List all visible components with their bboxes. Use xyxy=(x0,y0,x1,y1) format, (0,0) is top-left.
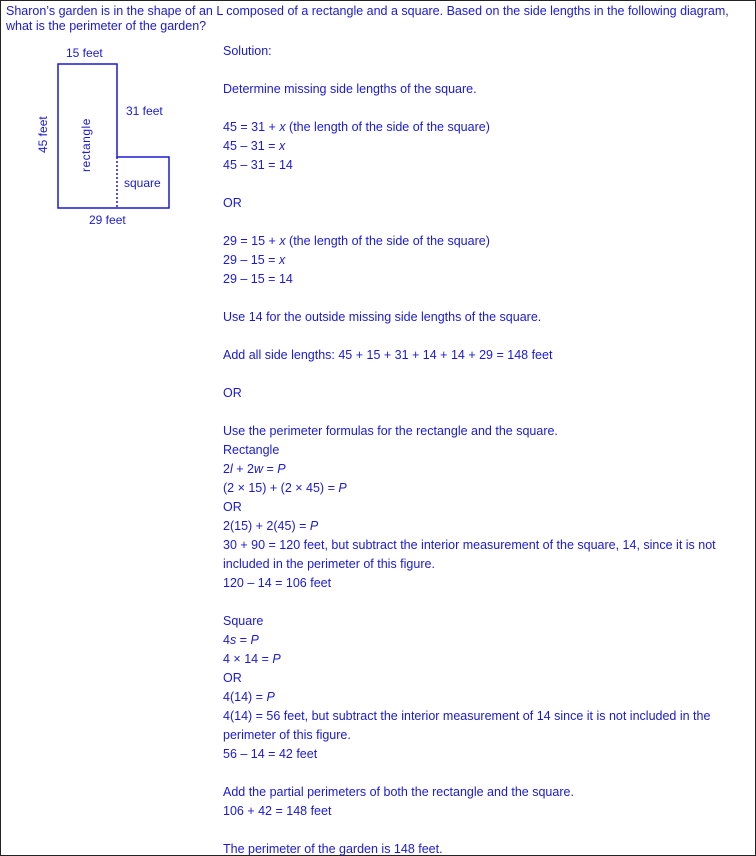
equation-text: 29 = 15 + xyxy=(223,234,280,248)
solution-heading: Solution: xyxy=(223,44,272,58)
formula-text: 2 xyxy=(223,462,230,476)
solution-line: 120 – 14 = 106 feet xyxy=(223,576,332,590)
variable-p: P xyxy=(266,690,275,704)
final-answer: The perimeter of the garden is 148 feet. xyxy=(223,842,443,856)
square-label: square xyxy=(124,176,161,190)
formula-text: 4 × 14 = xyxy=(223,652,273,666)
equation-note: (the length of the side of the square) xyxy=(285,120,490,134)
equation-line xyxy=(223,137,753,156)
solution-line: Add the partial perimeters of both the rectangle and the square. xyxy=(223,785,574,799)
variable-x: x xyxy=(279,234,286,248)
question-text: Sharon’s garden is in the shape of an L composed of a rectangle and a square. Based on the side lengths in the following diagram, what is the perimeter of the garden? xyxy=(6,4,729,33)
formula-line xyxy=(223,631,753,650)
solution-paragraph: 30 + 90 = 120 feet, but subtract the interior measurement of the square, 14, since it is not included in the perimeter of this figure. xyxy=(223,538,716,571)
formula-line xyxy=(223,650,753,669)
equation-text: 29 – 15 = xyxy=(223,253,279,267)
solution-line: Use 14 for the outside missing side lengths of the square. xyxy=(223,310,542,324)
left-side-label: 45 feet xyxy=(36,116,50,153)
solution-block xyxy=(223,42,753,856)
formula-line xyxy=(223,460,753,479)
variable-p: P xyxy=(338,481,347,495)
formula-text: = xyxy=(262,462,278,476)
variable-p: P xyxy=(272,652,281,666)
right-side-label: 31 feet xyxy=(126,104,163,118)
variable-p: P xyxy=(309,519,319,533)
solution-line: 106 + 42 = 148 feet xyxy=(223,804,332,818)
formula-line xyxy=(223,688,753,707)
rectangle-heading: Rectangle xyxy=(223,443,280,457)
top-side-label: 15 feet xyxy=(66,46,103,60)
equation-text: 45 – 31 = xyxy=(223,139,279,153)
bottom-side-label: 29 feet xyxy=(89,213,126,227)
variable-x: x xyxy=(278,253,286,267)
equation-text: 45 = 31 + xyxy=(223,120,280,134)
formula-text: 4 xyxy=(223,633,230,647)
solution-line: Add all side lengths: 45 + 15 + 31 + 14 + 14 + 29 = 148 feet xyxy=(223,348,553,362)
variable-p: P xyxy=(277,462,286,476)
or-text: OR xyxy=(223,671,242,685)
equation-note: (the length of the side of the square) xyxy=(285,234,490,248)
square-heading: Square xyxy=(223,614,264,628)
variable-x: x xyxy=(279,120,286,134)
solution-paragraph: 4(14) = 56 feet, but subtract the interior measurement of 14 since it is not included in the perimeter of this figure. xyxy=(223,709,711,742)
formula-line xyxy=(223,479,753,498)
formula-text: 2(15) + 2(45) = xyxy=(223,519,310,533)
variable-l: l xyxy=(229,462,233,476)
equation-line: 45 – 31 = 14 xyxy=(223,158,293,172)
or-text: OR xyxy=(223,500,242,514)
equation-line xyxy=(223,232,753,251)
or-text: OR xyxy=(223,386,242,400)
variable-p: P xyxy=(250,633,259,647)
variable-w: w xyxy=(253,462,263,476)
or-text: OR xyxy=(223,196,242,210)
solution-line: Use the perimeter formulas for the rectangle and the square. xyxy=(223,424,558,438)
formula-text: 4(14) = xyxy=(223,690,267,704)
rectangle-label: rectangle xyxy=(79,118,93,172)
formula-line xyxy=(223,517,753,536)
formula-text: = xyxy=(236,633,251,647)
variable-s: s xyxy=(229,633,237,647)
equation-line xyxy=(223,118,753,137)
equation-line xyxy=(223,251,753,270)
solution-line: 56 – 14 = 42 feet xyxy=(223,747,318,761)
formula-text: + 2 xyxy=(232,462,254,476)
garden-diagram xyxy=(1,1,221,241)
formula-text: (2 × 15) + (2 × 45) = xyxy=(223,481,339,495)
variable-x: x xyxy=(278,139,286,153)
equation-line: 29 – 15 = 14 xyxy=(223,272,293,286)
solution-line: Determine missing side lengths of the square. xyxy=(223,82,477,96)
